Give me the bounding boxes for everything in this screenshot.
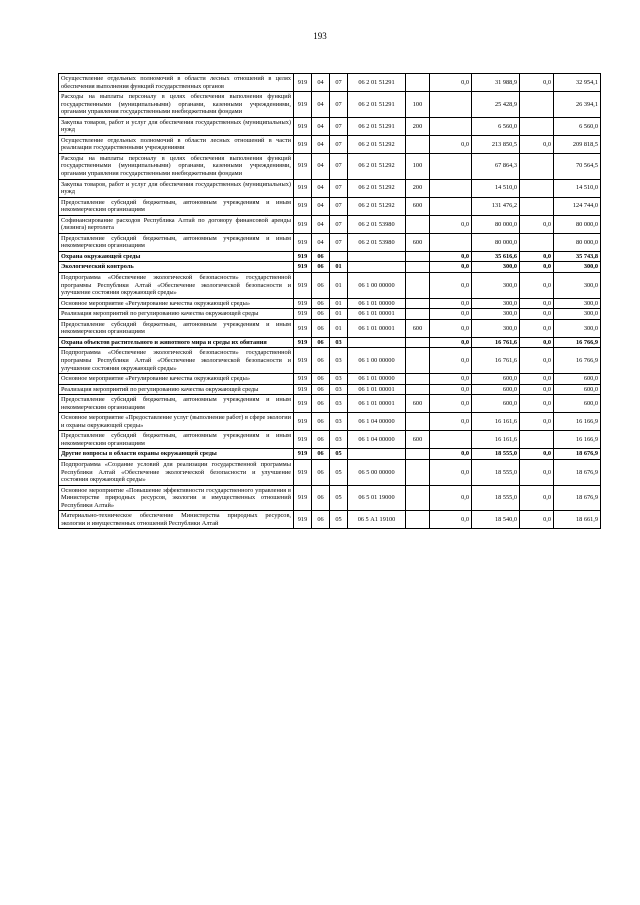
cell-pr: 05	[330, 449, 348, 460]
cell-value-4: 600,0	[554, 374, 601, 385]
cell-value-4: 16 166,9	[554, 413, 601, 431]
cell-pr: 07	[330, 153, 348, 179]
cell-value-1	[430, 92, 472, 118]
cell-value-1: 0,0	[430, 337, 472, 348]
cell-value-3	[520, 233, 554, 251]
cell-value-2: 80 000,0	[472, 233, 520, 251]
cell-rz: 04	[312, 117, 330, 135]
table-row	[59, 485, 601, 511]
cell-csr: 06 1 01 00001	[348, 384, 406, 395]
table-row	[59, 384, 601, 395]
cell-vr	[406, 413, 430, 431]
cell-gr: 919	[294, 197, 312, 215]
cell-value-3: 0,0	[520, 413, 554, 431]
cell-rz: 04	[312, 233, 330, 251]
cell-value-4: 35 743,8	[554, 251, 601, 262]
cell-value-3	[520, 197, 554, 215]
cell-gr: 919	[294, 319, 312, 337]
cell-value-2: 31 988,9	[472, 74, 520, 92]
cell-csr: 06 1 04 00000	[348, 431, 406, 449]
cell-rz: 06	[312, 485, 330, 511]
cell-value-4: 18 676,9	[554, 485, 601, 511]
cell-csr: 06 2 01 51291	[348, 92, 406, 118]
cell-csr: 06 1 01 00001	[348, 309, 406, 320]
cell-value-4: 300,0	[554, 309, 601, 320]
cell-gr: 919	[294, 92, 312, 118]
table-row	[59, 449, 601, 460]
cell-value-1: 0,0	[430, 298, 472, 309]
row-name: Подпрограмма «Создание условий для реализации государственной программы Республики Алтай «Обеспечение экологической безопасности и улучшение состояния окружающей среды»	[59, 459, 294, 485]
cell-value-3: 0,0	[520, 319, 554, 337]
cell-value-1: 0,0	[430, 74, 472, 92]
cell-value-4: 124 744,0	[554, 197, 601, 215]
cell-value-4: 209 818,5	[554, 135, 601, 153]
cell-value-2: 16 161,6	[472, 431, 520, 449]
cell-value-2: 300,0	[472, 273, 520, 299]
cell-rz: 06	[312, 384, 330, 395]
cell-value-2: 213 850,5	[472, 135, 520, 153]
cell-pr	[330, 251, 348, 262]
cell-gr: 919	[294, 215, 312, 233]
cell-value-4: 16 166,9	[554, 431, 601, 449]
row-name: Реализация мероприятий по регулированию качества окружающей среды	[59, 384, 294, 395]
row-name: Охрана окружающей среды	[59, 251, 294, 262]
row-name: Расходы на выплаты персоналу в целях обеспечения выполнения функций государственными (муниципальными) органами, казенными учреждениями, органами управления государственными внебюджетными фондами	[59, 92, 294, 118]
cell-value-1: 0,0	[430, 262, 472, 273]
cell-rz: 06	[312, 273, 330, 299]
cell-value-1	[430, 153, 472, 179]
cell-value-4: 300,0	[554, 273, 601, 299]
cell-value-3	[520, 431, 554, 449]
cell-rz: 06	[312, 459, 330, 485]
row-name: Основное мероприятие «Повышение эффективности государственного управления в Министерстве природных ресурсов, экологии и имущественных отношений Республики Алтай»	[59, 485, 294, 511]
cell-value-4: 300,0	[554, 298, 601, 309]
table-row	[59, 395, 601, 413]
cell-value-3	[520, 92, 554, 118]
cell-value-4: 26 394,1	[554, 92, 601, 118]
cell-value-2: 600,0	[472, 395, 520, 413]
cell-value-3	[520, 117, 554, 135]
cell-gr: 919	[294, 117, 312, 135]
cell-value-3: 0,0	[520, 251, 554, 262]
cell-pr: 03	[330, 374, 348, 385]
cell-value-3: 0,0	[520, 74, 554, 92]
table-row	[59, 153, 601, 179]
cell-rz: 04	[312, 74, 330, 92]
page-number: 193	[313, 31, 327, 41]
cell-pr: 05	[330, 459, 348, 485]
cell-vr	[406, 309, 430, 320]
cell-value-2: 18 540,0	[472, 511, 520, 529]
cell-pr: 07	[330, 74, 348, 92]
cell-value-3: 0,0	[520, 337, 554, 348]
cell-value-2: 25 428,9	[472, 92, 520, 118]
cell-vr	[406, 74, 430, 92]
cell-value-3: 0,0	[520, 298, 554, 309]
cell-gr: 919	[294, 74, 312, 92]
cell-csr: 06 2 01 51292	[348, 153, 406, 179]
cell-vr: 600	[406, 395, 430, 413]
cell-csr: 06 2 01 51291	[348, 74, 406, 92]
cell-rz: 06	[312, 298, 330, 309]
cell-value-2: 300,0	[472, 309, 520, 320]
table-row	[59, 262, 601, 273]
table-row	[59, 413, 601, 431]
cell-vr: 100	[406, 92, 430, 118]
cell-pr: 07	[330, 197, 348, 215]
cell-csr	[348, 251, 406, 262]
cell-rz: 06	[312, 374, 330, 385]
cell-gr: 919	[294, 384, 312, 395]
cell-pr: 07	[330, 92, 348, 118]
cell-pr: 01	[330, 319, 348, 337]
cell-vr	[406, 262, 430, 273]
row-name: Предоставление субсидий бюджетным, автономным учреждениям и иным некоммерческим организациям	[59, 319, 294, 337]
cell-csr: 06 1 04 00000	[348, 413, 406, 431]
cell-pr: 03	[330, 348, 348, 374]
cell-pr: 07	[330, 179, 348, 197]
cell-gr: 919	[294, 511, 312, 529]
table-row	[59, 348, 601, 374]
cell-pr: 01	[330, 262, 348, 273]
cell-vr: 600	[406, 319, 430, 337]
cell-gr: 919	[294, 233, 312, 251]
table-row	[59, 374, 601, 385]
cell-value-1: 0,0	[430, 215, 472, 233]
cell-vr	[406, 459, 430, 485]
cell-pr: 05	[330, 485, 348, 511]
cell-pr: 05	[330, 511, 348, 529]
cell-value-4: 300,0	[554, 319, 601, 337]
cell-value-4: 18 676,9	[554, 459, 601, 485]
cell-pr: 03	[330, 384, 348, 395]
cell-csr: 06 5 00 00000	[348, 459, 406, 485]
cell-value-3: 0,0	[520, 459, 554, 485]
cell-vr	[406, 384, 430, 395]
cell-pr: 03	[330, 395, 348, 413]
cell-csr	[348, 337, 406, 348]
cell-csr: 06 1 01 00001	[348, 395, 406, 413]
cell-value-4: 14 510,0	[554, 179, 601, 197]
table-row	[59, 298, 601, 309]
cell-value-1: 0,0	[430, 384, 472, 395]
cell-csr: 06 2 01 51292	[348, 197, 406, 215]
cell-vr: 600	[406, 197, 430, 215]
cell-pr: 07	[330, 135, 348, 153]
cell-csr: 06 2 01 51292	[348, 179, 406, 197]
cell-vr	[406, 485, 430, 511]
cell-csr: 06 1 01 00001	[348, 319, 406, 337]
cell-value-2: 80 000,0	[472, 215, 520, 233]
cell-rz: 06	[312, 348, 330, 374]
cell-value-1: 0,0	[430, 459, 472, 485]
cell-gr: 919	[294, 153, 312, 179]
cell-gr: 919	[294, 273, 312, 299]
cell-value-4: 80 000,0	[554, 215, 601, 233]
cell-value-2: 16 761,6	[472, 348, 520, 374]
table-row	[59, 251, 601, 262]
cell-gr: 919	[294, 348, 312, 374]
table-row	[59, 319, 601, 337]
table-row	[59, 215, 601, 233]
cell-value-4: 16 766,9	[554, 337, 601, 348]
cell-pr: 01	[330, 298, 348, 309]
cell-gr: 919	[294, 413, 312, 431]
table-row	[59, 117, 601, 135]
cell-rz: 04	[312, 92, 330, 118]
cell-vr	[406, 348, 430, 374]
cell-csr: 06 2 01 53980	[348, 215, 406, 233]
cell-value-3: 0,0	[520, 348, 554, 374]
table-row	[59, 459, 601, 485]
cell-gr: 919	[294, 135, 312, 153]
cell-value-4: 18 661,9	[554, 511, 601, 529]
row-name: Другие вопросы в области охраны окружающей среды	[59, 449, 294, 460]
cell-value-3: 0,0	[520, 384, 554, 395]
cell-value-3	[520, 153, 554, 179]
cell-csr: 06 5 01 19000	[348, 485, 406, 511]
cell-value-4: 6 560,0	[554, 117, 601, 135]
cell-value-3: 0,0	[520, 309, 554, 320]
row-name: Основное мероприятие «Регулирование качества окружающей среды»	[59, 374, 294, 385]
cell-rz: 06	[312, 309, 330, 320]
cell-vr: 600	[406, 431, 430, 449]
cell-pr: 07	[330, 215, 348, 233]
cell-vr	[406, 273, 430, 299]
cell-value-3: 0,0	[520, 273, 554, 299]
cell-value-3: 0,0	[520, 374, 554, 385]
cell-value-4: 600,0	[554, 384, 601, 395]
row-name: Предоставление субсидий бюджетным, автономным учреждениям и иным некоммерческим организациям	[59, 197, 294, 215]
cell-rz: 04	[312, 197, 330, 215]
cell-value-2: 600,0	[472, 384, 520, 395]
cell-rz: 06	[312, 251, 330, 262]
row-name: Основное мероприятие «Предоставление услуг (выполнение работ) в сфере экологии и охраны окружающей среды»	[59, 413, 294, 431]
row-name: Экологический контроль	[59, 262, 294, 273]
row-name: Осуществление отдельных полномочий в области лесных отношений в целях обеспечения выполнения функций государственных органов	[59, 74, 294, 92]
cell-value-3: 0,0	[520, 135, 554, 153]
cell-csr	[348, 262, 406, 273]
cell-vr	[406, 449, 430, 460]
cell-value-1: 0,0	[430, 309, 472, 320]
cell-value-4: 18 676,9	[554, 449, 601, 460]
cell-rz: 04	[312, 153, 330, 179]
cell-value-3: 0,0	[520, 395, 554, 413]
cell-value-1	[430, 117, 472, 135]
cell-csr: 06 2 01 53980	[348, 233, 406, 251]
cell-value-2: 16 161,6	[472, 413, 520, 431]
cell-value-4: 70 564,5	[554, 153, 601, 179]
cell-pr: 07	[330, 233, 348, 251]
row-name: Подпрограмма «Обеспечение экологической безопасности» государственной программы Республики Алтай «Обеспечение экологической безопасности и улучшение состояния окружающей среды»	[59, 348, 294, 374]
cell-csr: 06 2 01 51291	[348, 117, 406, 135]
cell-value-1	[430, 197, 472, 215]
cell-vr: 600	[406, 233, 430, 251]
cell-value-4: 300,0	[554, 262, 601, 273]
row-name: Предоставление субсидий бюджетным, автономным учреждениям и иным некоммерческим организациям	[59, 233, 294, 251]
cell-value-2: 300,0	[472, 298, 520, 309]
row-name: Осуществление отдельных полномочий в области лесных отношений в части реализации государственными учреждениями	[59, 135, 294, 153]
cell-rz: 06	[312, 262, 330, 273]
table-body	[59, 74, 601, 529]
cell-value-1	[430, 179, 472, 197]
table-row	[59, 431, 601, 449]
cell-value-1: 0,0	[430, 348, 472, 374]
cell-value-2: 600,0	[472, 374, 520, 385]
cell-value-2: 35 616,6	[472, 251, 520, 262]
cell-gr: 919	[294, 298, 312, 309]
cell-vr	[406, 337, 430, 348]
cell-gr: 919	[294, 309, 312, 320]
table-row	[59, 233, 601, 251]
cell-value-3	[520, 179, 554, 197]
cell-value-1: 0,0	[430, 135, 472, 153]
cell-vr	[406, 374, 430, 385]
cell-csr: 06 5 А1 19100	[348, 511, 406, 529]
cell-csr: 06 1 00 00000	[348, 348, 406, 374]
cell-value-1: 0,0	[430, 485, 472, 511]
cell-value-3: 0,0	[520, 215, 554, 233]
cell-pr: 01	[330, 309, 348, 320]
cell-gr: 919	[294, 485, 312, 511]
cell-rz: 04	[312, 135, 330, 153]
cell-value-1: 0,0	[430, 413, 472, 431]
cell-rz: 06	[312, 449, 330, 460]
row-name: Закупка товаров, работ и услуг для обеспечения государственных (муниципальных) нужд	[59, 179, 294, 197]
cell-value-1	[430, 233, 472, 251]
cell-value-2: 16 761,6	[472, 337, 520, 348]
cell-value-1: 0,0	[430, 395, 472, 413]
cell-gr: 919	[294, 337, 312, 348]
cell-value-2: 18 555,0	[472, 449, 520, 460]
row-name: Закупка товаров, работ и услуг для обеспечения государственных (муниципальных) нужд	[59, 117, 294, 135]
cell-value-4: 16 766,9	[554, 348, 601, 374]
cell-vr	[406, 215, 430, 233]
cell-vr: 100	[406, 153, 430, 179]
table-row	[59, 337, 601, 348]
row-name: Подпрограмма «Обеспечение экологической безопасности» государственной программы Республики Алтай «Обеспечение экологической безопасности и улучшение состояния окружающей среды»	[59, 273, 294, 299]
cell-value-4: 600,0	[554, 395, 601, 413]
row-name: Материально-техническое обеспечение Министерства природных ресурсов, экологии и имущественных отношений Республики Алтай	[59, 511, 294, 529]
row-name: Охрана объектов растительного и животного мира и среды их обитания	[59, 337, 294, 348]
cell-gr: 919	[294, 449, 312, 460]
cell-gr: 919	[294, 395, 312, 413]
table-row	[59, 179, 601, 197]
row-name: Софинансирование расходов Республика Алтай по договору финансовой аренды (лизинга) вертолета	[59, 215, 294, 233]
cell-vr: 200	[406, 117, 430, 135]
cell-value-3: 0,0	[520, 449, 554, 460]
cell-rz: 06	[312, 319, 330, 337]
cell-value-2: 6 560,0	[472, 117, 520, 135]
cell-pr: 03	[330, 413, 348, 431]
cell-pr: 03	[330, 337, 348, 348]
cell-vr	[406, 298, 430, 309]
cell-gr: 919	[294, 179, 312, 197]
cell-value-1: 0,0	[430, 251, 472, 262]
table-row	[59, 197, 601, 215]
cell-gr: 919	[294, 262, 312, 273]
cell-value-1: 0,0	[430, 319, 472, 337]
cell-csr	[348, 449, 406, 460]
cell-value-2: 300,0	[472, 319, 520, 337]
cell-value-1: 0,0	[430, 511, 472, 529]
cell-rz: 06	[312, 511, 330, 529]
cell-value-2: 18 555,0	[472, 459, 520, 485]
cell-value-1: 0,0	[430, 374, 472, 385]
cell-value-1: 0,0	[430, 273, 472, 299]
row-name: Реализация мероприятий по регулированию качества окружающей среды	[59, 309, 294, 320]
cell-pr: 07	[330, 117, 348, 135]
cell-csr: 06 1 01 00000	[348, 298, 406, 309]
table-row	[59, 92, 601, 118]
cell-rz: 04	[312, 179, 330, 197]
cell-value-2: 14 510,0	[472, 179, 520, 197]
cell-value-2: 18 555,0	[472, 485, 520, 511]
cell-rz: 06	[312, 431, 330, 449]
table-row	[59, 135, 601, 153]
table-row	[59, 74, 601, 92]
cell-rz: 06	[312, 395, 330, 413]
cell-pr: 03	[330, 431, 348, 449]
cell-value-2: 131 476,2	[472, 197, 520, 215]
cell-pr: 01	[330, 273, 348, 299]
row-name: Предоставление субсидий бюджетным, автономным учреждениям и иным некоммерческим организациям	[59, 395, 294, 413]
budget-table	[58, 73, 601, 529]
row-name: Предоставление субсидий бюджетным, автономным учреждениям и иным некоммерческим организациям	[59, 431, 294, 449]
cell-value-1	[430, 431, 472, 449]
cell-value-3: 0,0	[520, 485, 554, 511]
cell-rz: 04	[312, 215, 330, 233]
cell-value-3: 0,0	[520, 262, 554, 273]
cell-vr	[406, 511, 430, 529]
table-row	[59, 511, 601, 529]
cell-value-3: 0,0	[520, 511, 554, 529]
cell-value-2: 67 864,3	[472, 153, 520, 179]
cell-value-4: 32 954,1	[554, 74, 601, 92]
row-name: Расходы на выплаты персоналу в целях обеспечения выполнения функций государственными (муниципальными) органами, казенными учреждениями, органами управления государственными внебюджетными фондами	[59, 153, 294, 179]
row-name: Основное мероприятие «Регулирование качества окружающей среды»	[59, 298, 294, 309]
cell-rz: 06	[312, 337, 330, 348]
cell-csr: 06 1 01 00000	[348, 374, 406, 385]
cell-vr	[406, 251, 430, 262]
cell-value-1: 0,0	[430, 449, 472, 460]
table-row	[59, 309, 601, 320]
cell-vr	[406, 135, 430, 153]
cell-gr: 919	[294, 459, 312, 485]
cell-value-2: 300,0	[472, 262, 520, 273]
cell-csr: 06 1 00 00000	[348, 273, 406, 299]
cell-gr: 919	[294, 251, 312, 262]
cell-gr: 919	[294, 374, 312, 385]
cell-rz: 06	[312, 413, 330, 431]
cell-value-4: 80 000,0	[554, 233, 601, 251]
cell-csr: 06 2 01 51292	[348, 135, 406, 153]
table-row	[59, 273, 601, 299]
cell-gr: 919	[294, 431, 312, 449]
cell-vr: 200	[406, 179, 430, 197]
